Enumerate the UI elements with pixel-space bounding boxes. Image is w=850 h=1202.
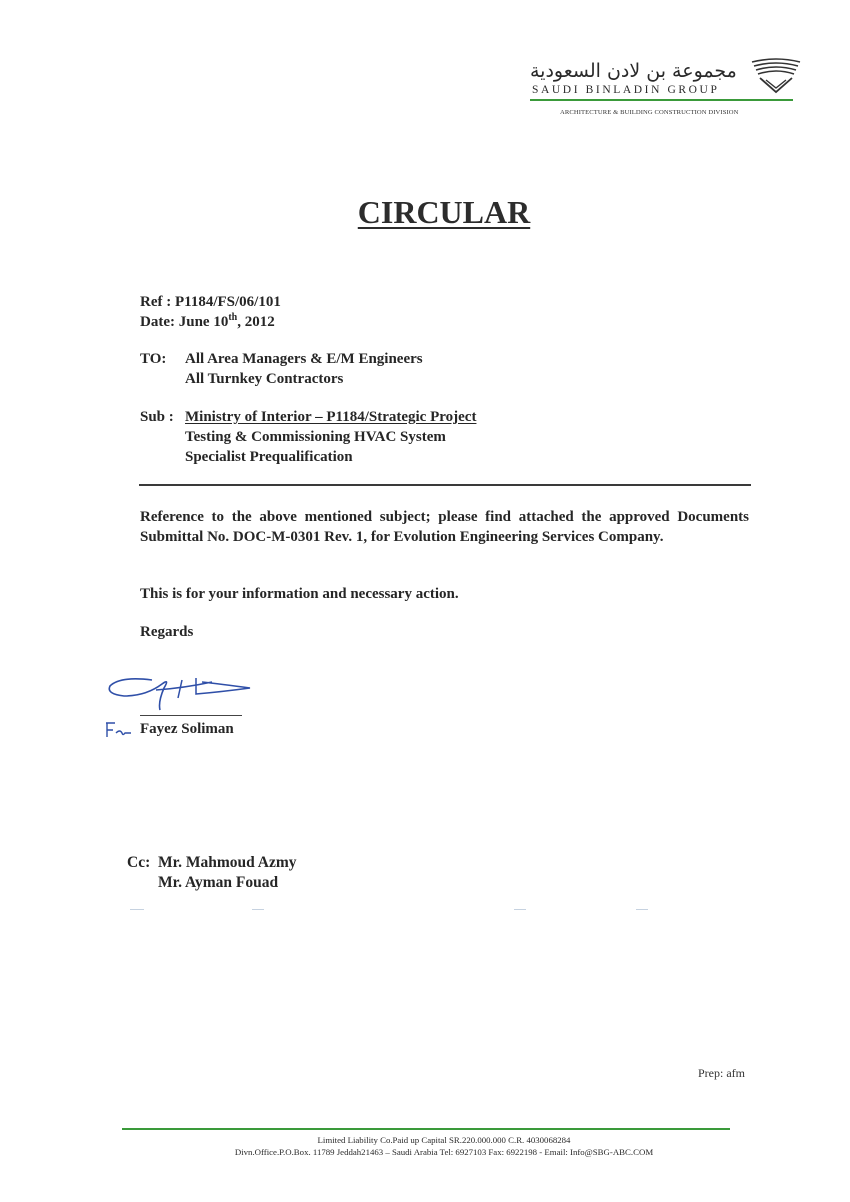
subject-line: Specialist Prequalification	[185, 449, 353, 465]
scan-mark	[636, 909, 648, 910]
prepared-by: Prep: afm	[698, 1066, 745, 1080]
document-date: Date: June 10th, 2012	[140, 312, 275, 330]
scan-mark	[130, 909, 144, 910]
cc-label: Cc:	[127, 854, 151, 871]
footer-line: Divn.Office.P.O.Box. 11789 Jeddah21463 – Saudi Arabia Tel: 6927103 Fax: 6922198 - Email: Info@SBG-ABC.COM	[234, 1147, 654, 1157]
closing: Regards	[140, 624, 194, 640]
cc-recipient: Mr. Mahmoud Azmy	[158, 854, 297, 871]
subject-label: Sub :	[140, 409, 174, 425]
reference-number: Ref : P1184/FS/06/101	[140, 294, 281, 310]
reference-block	[140, 292, 281, 332]
document-title: CIRCULAR	[357, 194, 531, 230]
recipient-line: All Turnkey Contractors	[185, 371, 344, 387]
handwritten-for-mark	[103, 719, 133, 741]
section-divider	[139, 484, 751, 486]
to-label: TO:	[140, 351, 167, 367]
cc-recipient: Mr. Ayman Fouad	[158, 874, 279, 891]
footer	[0, 1134, 850, 1158]
body-paragraph: Reference to the above mentioned subject; please find attached the approved Documents Submittal No. DOC-M-0301 Rev. 1, for Evolution Engineering Services Company.	[140, 509, 749, 545]
recipients-block	[140, 349, 423, 389]
cc-block	[127, 853, 297, 893]
scan-mark	[514, 909, 526, 910]
division-name: ARCHITECTURE & BUILDING CONSTRUCTION DIVISION	[560, 109, 739, 116]
signatory-name: Fayez Soliman	[140, 721, 234, 737]
scan-mark	[252, 909, 264, 910]
body-paragraph: This is for your information and necessary action.	[140, 586, 459, 602]
subject-line: Testing & Commissioning HVAC System	[185, 429, 446, 445]
company-name-latin: SAUDI BINLADIN GROUP	[532, 84, 720, 96]
letterhead-rule	[530, 99, 793, 101]
recipient-line: All Area Managers & E/M Engineers	[185, 351, 423, 367]
company-emblem-icon	[748, 56, 804, 96]
footer-line: Limited Liability Co.Paid up Capital SR.220.000.000 C.R. 4030068284	[317, 1135, 571, 1145]
signature-line	[140, 715, 242, 716]
subject-block	[140, 407, 476, 467]
subject-line: Ministry of Interior – P1184/Strategic Project	[185, 409, 477, 425]
company-name-arabic: مجموعة بن لادن السعودية	[530, 60, 737, 82]
footer-rule	[122, 1128, 730, 1130]
